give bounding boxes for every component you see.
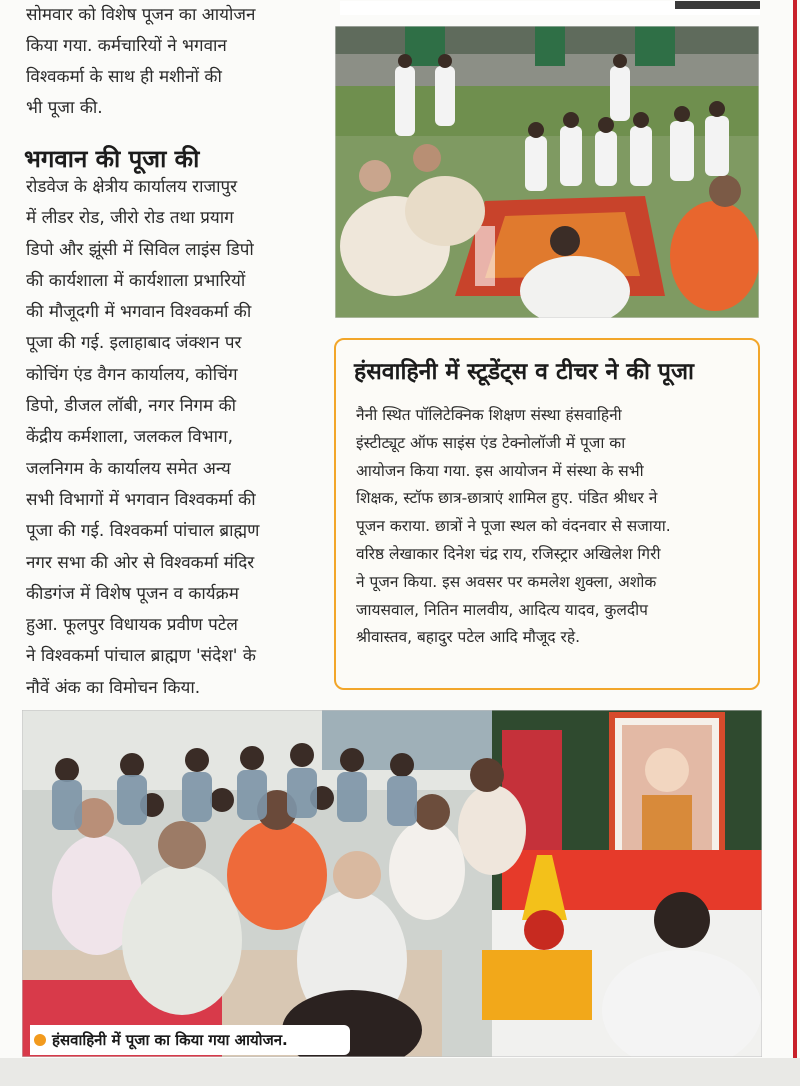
lead-line: विश्वकर्मा के साथ ही मशीनों की [26,67,222,87]
sidebar-story-line: नैनी स्थित पॉलिटेक्निक शिक्षण संस्था हंसवाहिनी [356,406,622,424]
page-edge-rule [793,0,797,1086]
page-bottom-margin [0,1058,800,1086]
story-line: केंद्रीय कर्मशाला, जलकल विभाग, [26,427,233,448]
story-line: कीडगंज में विशेष पूजन व कार्यक्रम [26,583,239,604]
sidebar-story-line: जायसवाल, नितिन मालवीय, आदित्य यादव, कुलदीप [356,600,648,619]
story-line: ने विश्वकर्मा पांचाल ब्राह्मण 'संदेश' के [26,646,256,667]
story-line: की कार्यशाला में कार्यशाला प्रभारियों [26,270,246,291]
story-paragraph [26,172,318,704]
story-line: की मौजूदगी में भगवान विश्वकर्मा की [26,302,252,323]
puja-photo-hall [22,710,762,1057]
lead-line: भी पूजा की. [26,98,103,118]
lead-line: सोमवार को विशेष पूजन का आयोजन [26,5,256,25]
story-line: हुआ. फूलपुर विधायक प्रवीण पटेल [26,615,238,636]
lead-line: किया गया. कर्मचारियों ने भगवान [26,36,227,56]
sidebar-story-line: ने पूजन किया. इस अवसर पर कमलेश शुक्ला, अशोक [356,572,657,591]
sidebar-story-line: आयोजन किया गया. इस आयोजन में संस्था के सभी [356,461,644,480]
story-line: में लीडर रोड, जीरो रोड तथा प्रयाग [26,208,234,229]
story-line: जलनिगम के कार्यालय समेत अन्य [26,458,231,479]
story-line: डिपो, डीजल लॉबी, नगर निगम की [26,396,237,417]
sidebar-story-line: श्रीवास्तव, बहादुर पटेल आदि मौजूद रहे. [356,628,581,647]
sidebar-story-line: पूजन कराया. छात्रों ने पूजा स्थल को वंदनवार से सजाया. [356,517,671,536]
photo-caption [30,1025,350,1055]
cropped-top-strip [340,0,760,14]
story-subheading: भगवान की पूजा की [24,145,200,173]
sidebar-story-title: हंसवाहिनी में स्टूडेंट्स व टीचर ने की पूजा [354,359,695,385]
sidebar-story-box [334,338,760,690]
story-line: कोचिंग एंड वैगन कार्यालय, कोचिंग [26,364,238,385]
story-line: नगर सभा की ओर से विश्वकर्मा मंदिर [26,552,255,573]
sidebar-story-line: शिक्षक, स्टॉफ छात्र-छात्राएं शामिल हुए. पंडित श्रीधर ने [356,489,658,508]
story-line: पूजा की गई. विश्वकर्मा पांचाल ब्राह्मण [26,521,260,542]
story-line: नौवें अंक का विमोचन किया. [26,677,201,698]
story-line: रोडवेज के क्षेत्रीय कार्यालय राजापुर [26,177,238,197]
story-line: डिपो और झूंसी में सिविल लाइंस डिपो [26,239,254,260]
lead-paragraph [26,0,318,124]
caption-text: हंसवाहिनी में पूजा का किया गया आयोजन. [52,1031,288,1049]
sidebar-story-line: वरिष्ठ लेखाकार दिनेश चंद्र राय, रजिस्ट्रार अखिलेश गिरी [356,544,661,563]
sidebar-story-line: इंस्टीट्यूट ऑफ साइंस एंड टेक्नोलॉजी में पूजा का [356,433,626,452]
worship-photo-lawn [335,26,759,318]
story-line: सभी विभागों में भगवान विश्वकर्मा की [26,489,256,510]
story-line: पूजा की गई. इलाहाबाद जंक्शन पर [26,333,242,354]
bullet-dot-icon [34,1034,46,1046]
sidebar-story-body [356,402,746,652]
